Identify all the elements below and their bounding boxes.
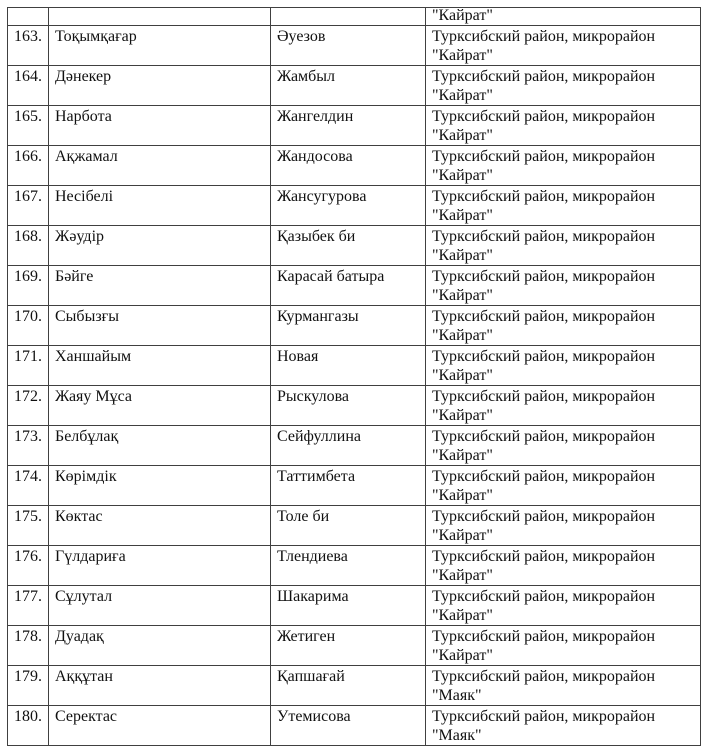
row-number-cell: 166.	[8, 146, 49, 186]
location-cell	[426, 426, 701, 466]
name-cell: Аққұтан	[49, 666, 271, 706]
name-cell: Көктас	[49, 506, 271, 546]
name-cell: Серектас	[49, 706, 271, 746]
row-number-cell	[8, 8, 49, 26]
row-number-cell: 179.	[8, 666, 49, 706]
table-row	[8, 586, 701, 626]
location-text: Турксибский район, микрорайон "Кайрат"	[432, 188, 656, 224]
name-cell: Бәйге	[49, 266, 271, 306]
table-row	[8, 706, 701, 746]
street-cell: Жетиген	[271, 626, 426, 666]
location-text: Турксибский район, микрорайон "Кайрат"	[432, 548, 656, 584]
name-cell: Сыбызғы	[49, 306, 271, 346]
location-text: Турксибский район, микрорайон "Кайрат"	[432, 228, 656, 264]
location-cell	[426, 146, 701, 186]
table-row	[8, 226, 701, 266]
row-number-cell: 165.	[8, 106, 49, 146]
table-row	[8, 666, 701, 706]
street-cell: Тлендиева	[271, 546, 426, 586]
location-text: Турксибский район, микрорайон "Маяк"	[432, 708, 656, 744]
name-cell: Тоқымқағар	[49, 26, 271, 66]
location-text: Турксибский район, микрорайон "Кайрат"	[432, 148, 656, 184]
row-number-cell: 174.	[8, 466, 49, 506]
location-cell	[426, 706, 701, 746]
location-cell	[426, 386, 701, 426]
row-number-cell: 167.	[8, 186, 49, 226]
row-number-cell: 171.	[8, 346, 49, 386]
street-cell: Утемисова	[271, 706, 426, 746]
location-text: Турксибский район, микрорайон "Кайрат"	[432, 308, 656, 344]
location-text: Турксибский район, микрорайон "Кайрат"	[432, 68, 656, 104]
location-cell	[426, 226, 701, 266]
street-cell: Әуезов	[271, 26, 426, 66]
location-cell	[426, 26, 701, 66]
location-cell	[426, 66, 701, 106]
row-number-cell: 177.	[8, 586, 49, 626]
continuation-row	[8, 8, 701, 26]
row-number-cell: 168.	[8, 226, 49, 266]
table-row	[8, 26, 701, 66]
name-cell: Нарбота	[49, 106, 271, 146]
location-cell	[426, 106, 701, 146]
table-row	[8, 626, 701, 666]
location-text: Турксибский район, микрорайон "Кайрат"	[432, 508, 656, 544]
location-text: Турксибский район, микрорайон "Кайрат"	[432, 468, 656, 504]
location-text: Турксибский район, микрорайон "Кайрат"	[432, 628, 656, 664]
table-row	[8, 466, 701, 506]
location-text: Турксибский район, микрорайон "Кайрат"	[432, 428, 656, 464]
table-row	[8, 346, 701, 386]
table-row	[8, 106, 701, 146]
street-cell: Сейфуллина	[271, 426, 426, 466]
name-cell: Белбұлақ	[49, 426, 271, 466]
table-row	[8, 186, 701, 226]
street-cell: Қапшағай	[271, 666, 426, 706]
location-text: Турксибский район, микрорайон "Кайрат"	[432, 348, 656, 384]
row-number-cell: 170.	[8, 306, 49, 346]
location-cell	[426, 546, 701, 586]
name-cell	[49, 8, 271, 26]
street-cell: Қазыбек би	[271, 226, 426, 266]
street-cell: Толе би	[271, 506, 426, 546]
location-cell	[426, 346, 701, 386]
street-cell: Жандосова	[271, 146, 426, 186]
street-cell: Рыскулова	[271, 386, 426, 426]
name-cell: Жәудір	[49, 226, 271, 266]
table-row	[8, 146, 701, 186]
street-cell: Жансугурова	[271, 186, 426, 226]
row-number-cell: 173.	[8, 426, 49, 466]
location-text: Турксибский район, микрорайон "Кайрат"	[432, 28, 656, 64]
row-number-cell: 180.	[8, 706, 49, 746]
name-cell: Гүлдариға	[49, 546, 271, 586]
table-row	[8, 306, 701, 346]
name-cell: Дәнекер	[49, 66, 271, 106]
street-cell: Жамбыл	[271, 66, 426, 106]
location-cell	[426, 666, 701, 706]
table-row	[8, 66, 701, 106]
location-text: Турксибский район, микрорайон "Кайрат"	[432, 268, 656, 304]
location-text: Турксибский район, микрорайон "Маяк"	[432, 668, 656, 704]
location-text: Турксибский район, микрорайон "Кайрат"	[432, 108, 656, 144]
row-number-cell: 175.	[8, 506, 49, 546]
location-cell	[426, 506, 701, 546]
table-row	[8, 266, 701, 306]
table-row	[8, 546, 701, 586]
street-cell: Жангелдин	[271, 106, 426, 146]
row-number-cell: 176.	[8, 546, 49, 586]
row-number-cell: 178.	[8, 626, 49, 666]
location-cell: "Кайрат"	[426, 8, 701, 26]
name-cell: Ханшайым	[49, 346, 271, 386]
location-cell	[426, 266, 701, 306]
street-cell	[271, 8, 426, 26]
row-number-cell: 163.	[8, 26, 49, 66]
street-rename-table	[7, 7, 701, 746]
row-number-cell: 172.	[8, 386, 49, 426]
table-row	[8, 426, 701, 466]
location-text: Турксибский район, микрорайон "Кайрат"	[432, 388, 656, 424]
location-cell	[426, 466, 701, 506]
street-cell: Шакарима	[271, 586, 426, 626]
name-cell: Несібелі	[49, 186, 271, 226]
location-cell	[426, 626, 701, 666]
location-cell	[426, 586, 701, 626]
name-cell: Сұлутал	[49, 586, 271, 626]
table-body	[8, 8, 701, 746]
location-text: Турксибский район, микрорайон "Кайрат"	[432, 588, 656, 624]
location-cell	[426, 186, 701, 226]
name-cell: Дуадақ	[49, 626, 271, 666]
location-cell	[426, 306, 701, 346]
name-cell: Жаяу Мұса	[49, 386, 271, 426]
street-cell: Новая	[271, 346, 426, 386]
table-row	[8, 386, 701, 426]
row-number-cell: 164.	[8, 66, 49, 106]
street-cell: Карасай батыра	[271, 266, 426, 306]
row-number-cell: 169.	[8, 266, 49, 306]
name-cell: Ақжамал	[49, 146, 271, 186]
table-row	[8, 506, 701, 546]
street-cell: Таттимбета	[271, 466, 426, 506]
name-cell: Көрімдік	[49, 466, 271, 506]
street-cell: Курмангазы	[271, 306, 426, 346]
